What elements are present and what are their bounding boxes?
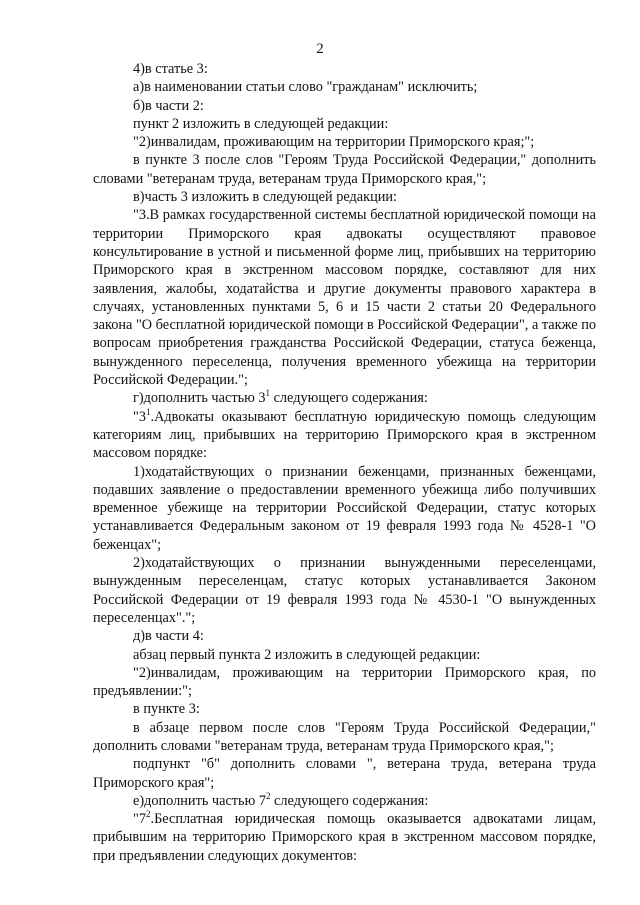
page-number: 2 bbox=[316, 41, 324, 57]
paragraph: "2)инвалидам, проживающим на территории Приморского края, по предъявлении:"; bbox=[93, 664, 596, 700]
paragraph bbox=[93, 408, 596, 463]
paragraph-text: .Бесплатная юридическая помощь оказывается адвокатами лицам, прибывшим на территорию Приморского края в экстренном массовом порядке, при предъявлении следующих документов: bbox=[93, 811, 596, 864]
paragraph: 2)ходатайствующих о признании вынужденными переселенцами, вынужденным переселенцам, статус которых устанавливается Законом Российской Федерации от 19 февраля 1993 года № 4530-1 "О вынужденных переселенцах"."; bbox=[93, 555, 596, 626]
paragraph-text: е)дополнить частью 7 bbox=[133, 792, 266, 809]
superscript: 1 bbox=[265, 388, 270, 399]
superscript: 1 bbox=[146, 406, 151, 417]
paragraph: в пункте 3: bbox=[133, 701, 200, 718]
paragraph: а)в наименовании статьи слово "гражданам" исключить; bbox=[133, 79, 478, 96]
paragraph-text: г)дополнить частью 3 bbox=[133, 390, 266, 407]
paragraph: абзац первый пункта 2 изложить в следующей редакции: bbox=[133, 646, 481, 663]
superscript: 2 bbox=[146, 809, 151, 820]
paragraph: в абзаце первом после слов "Героям Труда Российской Федерации," дополнить словами "ветеранам труда, ветеранам труда Приморского края,"; bbox=[93, 719, 596, 754]
document-body bbox=[93, 60, 596, 865]
paragraph: подпункт "б" дополнить словами ", ветерана труда, ветерана труда Приморского края"; bbox=[93, 756, 596, 791]
paragraph: в)часть 3 изложить в следующей редакции: bbox=[133, 189, 397, 206]
paragraph-text: следующего содержания: bbox=[270, 390, 428, 407]
paragraph bbox=[93, 389, 596, 407]
paragraph-text: .Адвокаты оказывают бесплатную юридическую помощь следующим категориям лиц, прибывших на территорию Приморского края в экстренном массовом порядке: bbox=[93, 408, 596, 462]
superscript: 2 bbox=[265, 791, 271, 802]
paragraph: в пункте 3 после слов "Героям Труда Российской Федерации," дополнить словами "ветеранам труда, ветеранам труда Приморского края,"; bbox=[93, 152, 596, 187]
paragraph bbox=[93, 792, 596, 810]
paragraph-text: "3 bbox=[133, 408, 146, 425]
paragraph-text: следующего содержания: bbox=[270, 792, 429, 809]
paragraph: "2)инвалидам, проживающим на территории Приморского края;"; bbox=[133, 134, 535, 151]
paragraph: пункт 2 изложить в следующей редакции: bbox=[133, 115, 389, 132]
paragraph: д)в части 4: bbox=[133, 628, 204, 645]
paragraph: "3.В рамках государственной системы бесплатной юридической помощи на территории Приморского края адвокаты осуществляют правовое консультирование в устной и письменной форме лиц, прибывших на территорию Приморского края в экстренном массовом порядке, составляют для них заявления, жалобы, ходатайства и другие документы правового характера в случаях, установленных пунктами 5, 6 и 15 части 2 статьи 20 Федерального закона "О бесплатной юридической помощи в Российской Федерации", а также по вопросам приобретения гражданства Российской Федерации, статуса беженца, вынужденного переселенца, получения временного убежища на территории Российской Федерации."; bbox=[93, 207, 596, 389]
paragraph: б)в части 2: bbox=[133, 97, 204, 114]
paragraph bbox=[93, 810, 596, 865]
paragraph: 1)ходатайствующих о признании беженцами, признанных беженцами, подавших заявление о предоставлении временного убежища либо получивших временное убежище на территории Российской Федерации, статус которых устанавливается Федеральным законом от 19 февраля 1993 года № 4528-1 "О беженцах"; bbox=[93, 463, 596, 553]
paragraph-text: "7 bbox=[133, 811, 146, 828]
paragraph: 4)в статье 3: bbox=[133, 61, 208, 77]
